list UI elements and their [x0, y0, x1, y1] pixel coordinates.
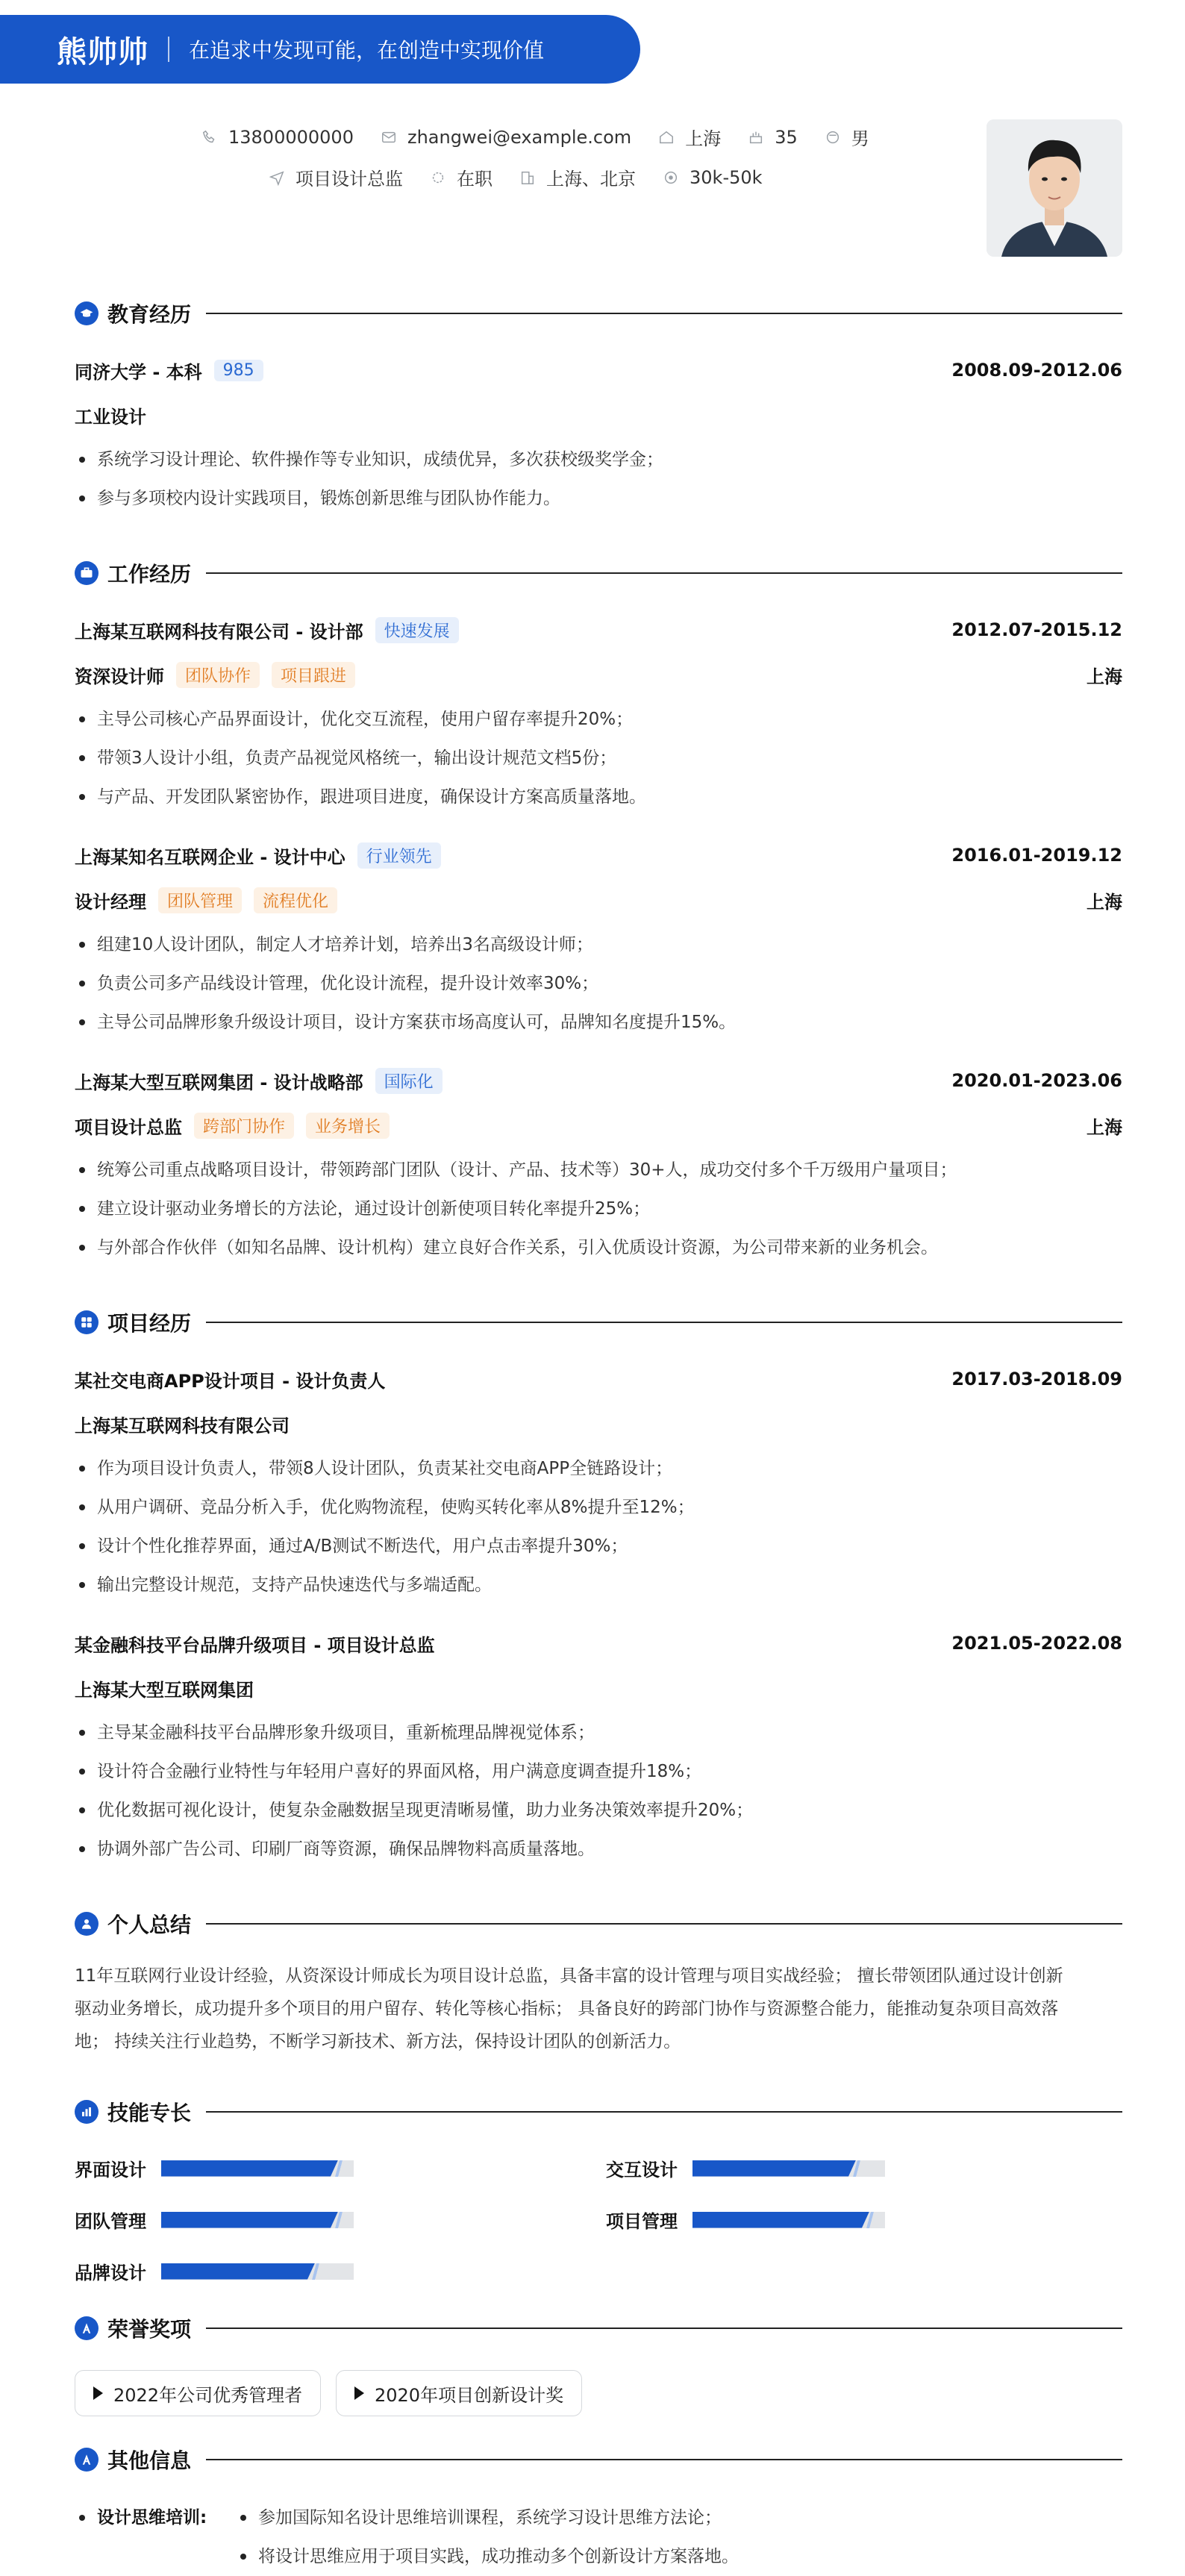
- salary-item: [663, 167, 763, 188]
- project-title-row: [75, 1628, 1122, 1658]
- age-text: 35: [775, 126, 798, 148]
- city-text: 上海: [685, 128, 722, 149]
- contact-row-1: [201, 124, 869, 150]
- city-item: [658, 124, 721, 150]
- skill-bar-fill: [161, 2263, 315, 2280]
- skill-bar: [692, 2212, 885, 2228]
- work-bullets: [75, 700, 1122, 816]
- skill-bar-edge: [334, 2160, 344, 2177]
- project-company-row: [75, 1673, 1122, 1703]
- phone-icon: [201, 129, 218, 146]
- list-item: 输出完整设计规范，支持产品快速迭代与多端适配。: [75, 1566, 1122, 1604]
- section-divider: [206, 313, 1122, 314]
- list-item: 主导某金融科技平台品牌形象升级项目，重新梳理品牌视觉体系；: [75, 1713, 1122, 1752]
- company-text: 上海某知名互联网企业 - 设计中心: [75, 846, 346, 868]
- education-major: 工业设计: [75, 406, 146, 428]
- work-bullets: [75, 925, 1122, 1042]
- project-company: 上海某互联网科技有限公司: [75, 1415, 290, 1437]
- gender-icon: [825, 129, 841, 146]
- award-chip: [336, 2370, 582, 2416]
- contact-row-2: [269, 164, 763, 190]
- skill-item: [606, 2207, 885, 2233]
- gender-text: 男: [851, 128, 869, 149]
- role-tag: 项目跟进: [272, 662, 355, 688]
- role-tag: 业务增长: [306, 1113, 390, 1139]
- section-title: 工作经历: [107, 562, 192, 587]
- home-icon: [658, 129, 675, 146]
- project-date: 2021.05-2022.08: [951, 1633, 1122, 1654]
- summary-line: 驱动业务增长，成功提升多个项目的用户留存、转化等核心指标； 具备良好的跨部门协作与资源整合能力，能推动复杂项目高效落: [75, 1999, 1059, 2019]
- skill-name: 品牌设计: [75, 2263, 146, 2283]
- skill-item: [75, 2155, 354, 2181]
- company-tag: 国际化: [375, 1068, 443, 1094]
- work-location: 上海: [1086, 666, 1122, 687]
- list-item: 设计符合金融行业特性与年轻用户喜好的界面风格，用户满意度调查提升18%；: [75, 1752, 1122, 1791]
- list-item: 统筹公司重点战略项目设计，带领跨部门团队（设计、产品、技术等）30+人，成功交付多个千万级用户量项目；: [75, 1151, 1122, 1189]
- skill-bar-edge: [851, 2160, 862, 2177]
- list-item: 设计个性化推荐界面，通过A/B测试不断迭代，用户点击率提升30%；: [75, 1527, 1122, 1566]
- list-item: 建立设计驱动业务增长的方法论，通过设计创新使项目转化率提升25%；: [75, 1189, 1122, 1228]
- award-text: 2020年项目创新设计奖: [375, 2384, 564, 2406]
- role-text: 项目设计总监: [75, 1116, 182, 1138]
- skill-bar-fill: [161, 2212, 338, 2228]
- coin-icon: [663, 169, 679, 186]
- skill-bar: [692, 2160, 885, 2177]
- skill-name: 项目管理: [606, 2211, 678, 2232]
- list-item: 带领3人设计小组，负责产品视觉风格统一，输出设计规范文档5份；: [75, 739, 1122, 778]
- company-tag: 快速发展: [375, 617, 459, 643]
- salary-text: 30k-50k: [690, 166, 763, 188]
- phone-text: 13800000000: [228, 126, 354, 148]
- education-bullets: [75, 440, 1122, 518]
- list-item: 作为项目设计负责人，带领8人设计团队，负责某社交电商APP全链路设计；: [75, 1449, 1122, 1488]
- skill-name: 团队管理: [75, 2211, 146, 2232]
- list-item: 将设计思维应用于项目实践，成功推动多个创新设计方案落地。: [236, 2537, 1122, 2576]
- work-role-row: [75, 660, 1122, 690]
- info-icon: [75, 2448, 99, 2472]
- gender-item: [825, 124, 869, 150]
- briefcase-icon: [75, 561, 99, 585]
- summary-line: 地； 持续关注行业趋势，不断学习新技术、新方法，保持设计团队的创新活力。: [75, 2032, 681, 2051]
- role-tag: 流程优化: [254, 887, 337, 913]
- company-text: 上海某互联网科技有限公司 - 设计部: [75, 621, 363, 643]
- list-item: 与外部合作伙伴（如知名品牌、设计机构）建立良好合作关系，引入优质设计资源，为公司带来新的业务机会。: [75, 1228, 1122, 1267]
- list-item: 负责公司多产品线设计管理，优化设计流程，提升设计效率30%；: [75, 964, 1122, 1003]
- list-item: 与产品、开发团队紧密协作，跟进项目进度，确保设计方案高质量落地。: [75, 778, 1122, 816]
- work-role: [75, 662, 355, 688]
- work-location: 上海: [1086, 1116, 1122, 1138]
- user-icon: [75, 1912, 99, 1936]
- list-item: 主导公司品牌形象升级设计项目，设计方案获市场高度认可，品牌知名度提升15%。: [75, 1003, 1122, 1042]
- header-divider: [168, 37, 169, 62]
- project-bullets: [75, 1449, 1122, 1604]
- bullet-dot: [79, 2515, 85, 2521]
- section-title: 项目经历: [107, 1311, 192, 1336]
- work-company-row: [75, 1066, 1122, 1095]
- award-chip: [75, 2370, 321, 2416]
- list-item: 协调外部广告公司、印刷厂商等资源，确保品牌物料高质量落地。: [75, 1830, 1122, 1869]
- target-city-item: [519, 164, 636, 190]
- education-major-row: [75, 400, 1122, 430]
- award-icon: [75, 2316, 99, 2340]
- mail-icon: [381, 129, 397, 146]
- email-text: zhangwei@example.com: [407, 126, 632, 148]
- role-tag: 跨部门协作: [194, 1113, 294, 1139]
- profile-photo: [987, 119, 1122, 257]
- other-label: 设计思维培训:: [97, 2508, 207, 2527]
- company-tag: 行业领先: [357, 842, 441, 869]
- work-role-row: [75, 1110, 1122, 1140]
- skill-item: [75, 2207, 354, 2233]
- school-tag: 985: [214, 360, 263, 381]
- cake-icon: [748, 129, 764, 146]
- awards-section-header: [75, 2313, 1122, 2343]
- skill-bar-fill: [692, 2212, 869, 2228]
- work-company: [75, 1068, 443, 1094]
- position-item: [269, 164, 403, 190]
- role-text: 设计经理: [75, 891, 146, 913]
- project-section-header: [75, 1307, 1122, 1337]
- role-tag: 团队协作: [176, 662, 260, 688]
- list-item: 优化数据可视化设计，使复杂金融数据呈现更清晰易懂，助力业务决策效率提升20%；: [75, 1791, 1122, 1830]
- work-section-header: [75, 558, 1122, 588]
- work-company-row: [75, 840, 1122, 870]
- work-company: [75, 842, 441, 869]
- skill-item: [75, 2258, 354, 2284]
- skill-bar-edge: [334, 2212, 344, 2228]
- project-bullets: [75, 1713, 1122, 1869]
- list-item: 主导公司核心产品界面设计，优化交互流程，使用户留存率提升20%；: [75, 700, 1122, 739]
- education-header-row: [75, 355, 1122, 385]
- skills-section-header: [75, 2097, 1122, 2127]
- candidate-name: 熊帅帅: [57, 34, 148, 69]
- summary-section-header: [75, 1909, 1122, 1939]
- header-slogan: 在追求中发现可能，在创造中实现价值: [189, 38, 545, 63]
- status-item: [430, 164, 493, 190]
- play-icon: [354, 2386, 364, 2400]
- section-title: 个人总结: [107, 1913, 192, 1937]
- list-item: 参与多项校内设计实践项目，锻炼创新思维与团队协作能力。: [75, 479, 1122, 518]
- graduation-cap-icon: [75, 301, 99, 325]
- skill-name: 界面设计: [75, 2160, 146, 2180]
- section-title: 其他信息: [107, 2448, 192, 2473]
- education-school: [75, 357, 263, 384]
- role-text: 资深设计师: [75, 666, 164, 687]
- section-divider: [206, 2328, 1122, 2329]
- company-text: 上海某大型互联网集团 - 设计战略部: [75, 1072, 363, 1093]
- skill-item: [606, 2155, 885, 2181]
- other-section-header: [75, 2445, 1122, 2475]
- list-item: 从用户调研、竞品分析入手，优化购物流程，使购买转化率从8%提升至12%；: [75, 1488, 1122, 1527]
- send-icon: [269, 169, 285, 186]
- work-date: 2020.01-2023.06: [951, 1070, 1122, 1091]
- project-company: 上海某大型互联网集团: [75, 1679, 254, 1701]
- position-text: 项目设计总监: [296, 169, 403, 190]
- section-divider: [206, 2111, 1122, 2113]
- work-date: 2012.07-2015.12: [951, 619, 1122, 640]
- project-company-row: [75, 1409, 1122, 1439]
- header-banner: [0, 15, 640, 84]
- skill-bar-edge: [865, 2212, 875, 2228]
- target-city-text: 上海、北京: [546, 169, 636, 190]
- grid-icon: [75, 1310, 99, 1334]
- phone-item: [201, 127, 354, 148]
- work-role: [75, 887, 337, 913]
- building-icon: [519, 169, 536, 186]
- summary-text: [75, 1960, 1122, 2058]
- list-item: 组建10人设计团队，制定人才培养计划，培养出3名高级设计师；: [75, 925, 1122, 964]
- section-divider: [206, 572, 1122, 574]
- school-text: 同济大学 - 本科: [75, 361, 202, 383]
- email-item: [381, 127, 631, 148]
- project-title-row: [75, 1364, 1122, 1394]
- skill-bar-fill: [692, 2160, 856, 2177]
- work-company-row: [75, 615, 1122, 645]
- work-role-row: [75, 885, 1122, 915]
- section-title: 技能专长: [107, 2101, 192, 2125]
- section-divider: [206, 2459, 1122, 2460]
- work-role: [75, 1113, 390, 1139]
- section-divider: [206, 1322, 1122, 1323]
- work-date: 2016.01-2019.12: [951, 845, 1122, 866]
- work-company: [75, 617, 459, 643]
- age-item: [748, 127, 798, 148]
- summary-line: 11年互联网行业设计经验，从资深设计师成长为项目设计总监，具备丰富的设计管理与项目实战经验； 擅长带领团队通过设计创新: [75, 1966, 1063, 1986]
- work-bullets: [75, 1151, 1122, 1267]
- list-item: 系统学习设计理论、软件操作等专业知识，成绩优异，多次获校级奖学金；: [75, 440, 1122, 479]
- skill-bar: [161, 2160, 354, 2177]
- education-section-header: [75, 298, 1122, 328]
- project-title: 某金融科技平台品牌升级项目 - 项目设计总监: [75, 1634, 435, 1656]
- list-item: 参加国际知名设计思维培训课程，系统学习设计思维方法论；: [236, 2498, 1122, 2537]
- work-location: 上海: [1086, 891, 1122, 913]
- role-tag: 团队管理: [158, 887, 242, 913]
- section-divider: [206, 1923, 1122, 1925]
- project-date: 2017.03-2018.09: [951, 1369, 1122, 1389]
- play-icon: [93, 2386, 103, 2400]
- project-title: 某社交电商APP设计项目 - 设计负责人: [75, 1370, 386, 1392]
- section-title: 教育经历: [107, 302, 192, 327]
- skill-name: 交互设计: [606, 2160, 678, 2180]
- skill-bar: [161, 2263, 354, 2280]
- skill-bar-fill: [161, 2160, 338, 2177]
- section-title: 荣誉奖项: [107, 2317, 192, 2342]
- skill-bar: [161, 2212, 354, 2228]
- bar-chart-icon: [75, 2100, 99, 2124]
- education-date: 2008.09-2012.06: [951, 360, 1122, 381]
- status-text: 在职: [457, 169, 493, 190]
- other-bullets: [236, 2498, 1122, 2576]
- status-icon: [430, 169, 446, 186]
- skill-bar-edge: [310, 2263, 321, 2280]
- award-text: 2022年公司优秀管理者: [113, 2384, 303, 2406]
